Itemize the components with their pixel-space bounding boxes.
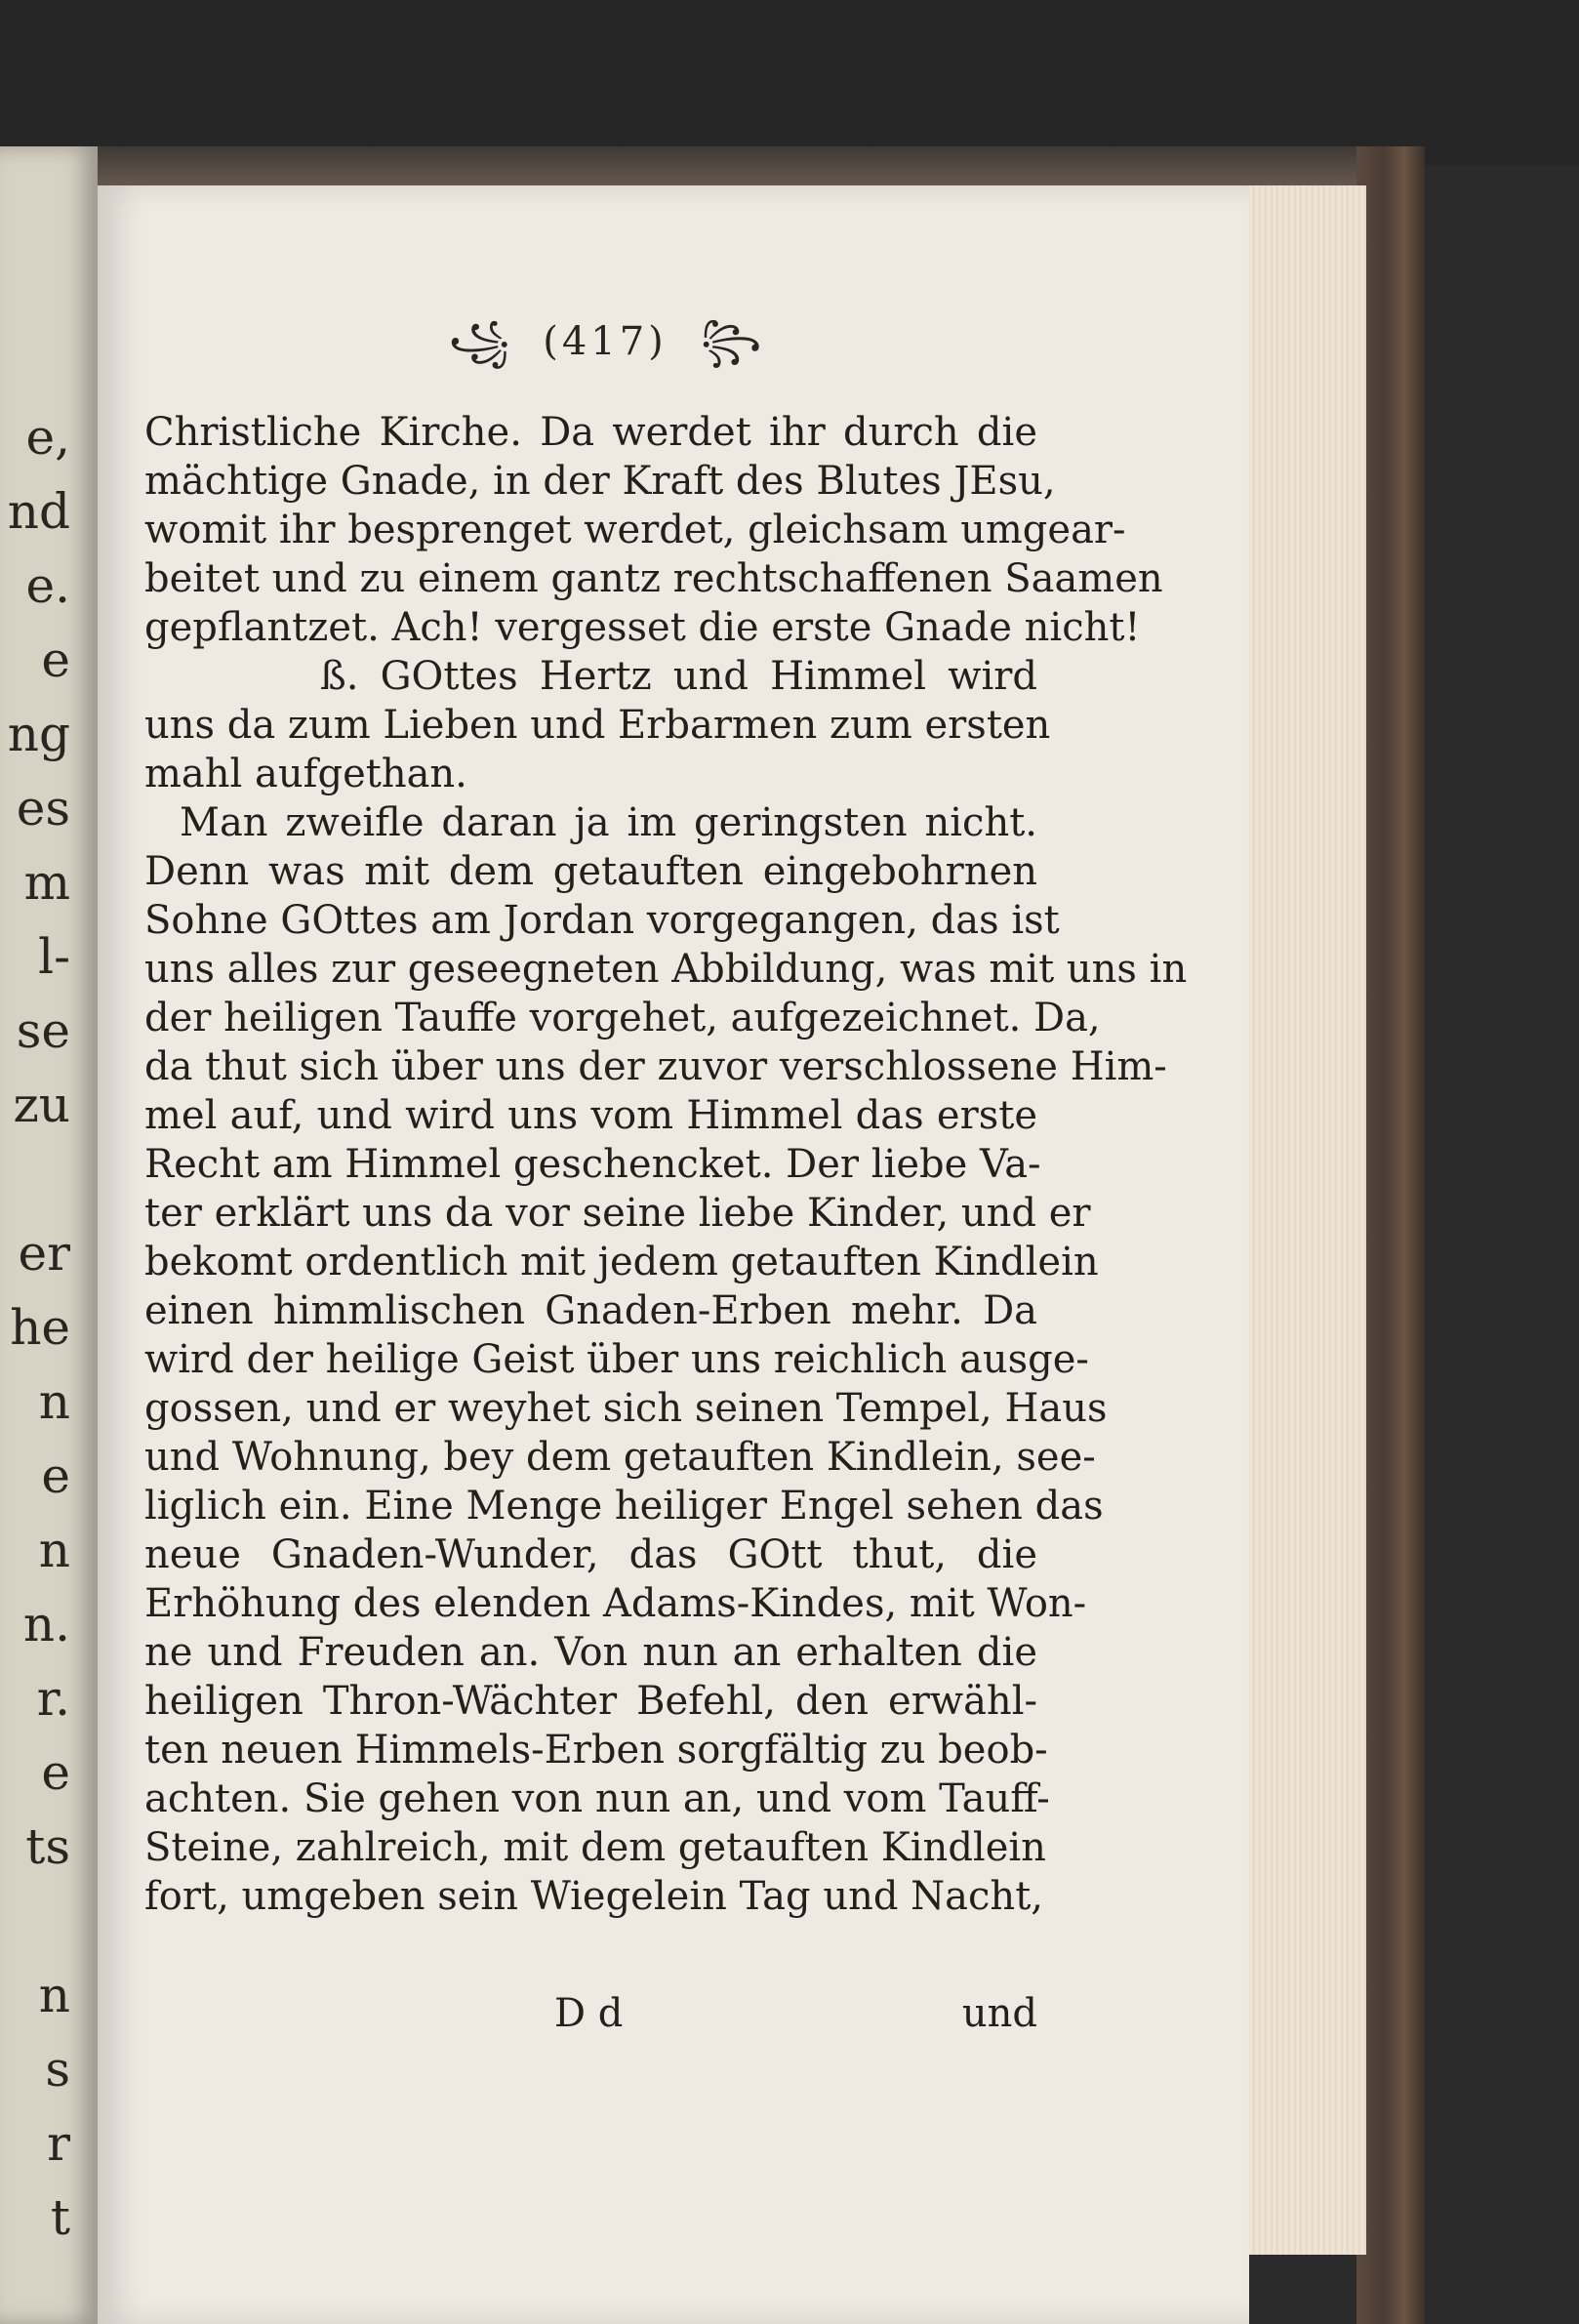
- text-line: Denn was mit dem getauften eingebohrnen: [144, 849, 1037, 894]
- left-fragment: se: [16, 1002, 70, 1059]
- left-fragment: l-: [38, 928, 70, 985]
- text-line: ter erklärt uns da vor seine liebe Kinder, und er: [144, 1191, 1091, 1236]
- left-fragment: n: [38, 1373, 70, 1430]
- ornament-left-icon: ꧁: [448, 319, 510, 364]
- left-fragment: [0, 1884, 70, 1958]
- left-fragment: zu: [13, 1077, 70, 1133]
- text-line: Man zweifle daran ja im geringsten nicht.: [180, 800, 1037, 845]
- text-line: uns da zum Lieben und Erbarmen zum ersten: [144, 703, 1051, 748]
- left-fragment: he: [10, 1299, 70, 1356]
- left-fragment: e: [41, 1447, 70, 1504]
- left-fragment: es: [16, 780, 70, 836]
- text-line: mel auf, und wird uns vom Himmel das erste: [144, 1093, 1037, 1138]
- text-line: gossen, und er weyhet sich seinen Tempel, Haus: [144, 1386, 1108, 1431]
- left-fragment: e,: [25, 409, 70, 466]
- text-line: Christliche Kirche. Da werdet ihr durch die: [144, 410, 1037, 455]
- text-line: ten neuen Himmels-Erben sorgfältig zu beob-: [144, 1728, 1048, 1773]
- left-fragment: ts: [25, 1818, 70, 1875]
- ornament-right-icon: ꧂: [700, 319, 762, 364]
- left-fragment: n: [38, 1967, 70, 2023]
- text-line: da thut sich über uns der zuvor verschlossene Him-: [144, 1044, 1167, 1089]
- text-line: heiligen Thron-Wächter Befehl, den erwähl-: [144, 1679, 1037, 1724]
- left-fragment: s: [45, 2041, 70, 2098]
- catchword: und: [961, 1991, 1037, 2036]
- text-line: der heiligen Tauffe vorgehet, aufgezeichnet. Da,: [144, 996, 1101, 1040]
- left-fragment: [0, 1142, 70, 1216]
- text-line: Steine, zahlreich, mit dem getauften Kindlein: [144, 1825, 1046, 1870]
- text-line: neue Gnaden-Wunder, das GOtt thut, die: [144, 1532, 1037, 1577]
- left-fragment: r.: [36, 1670, 70, 1727]
- book-cover-right-edge: [1356, 146, 1425, 2324]
- text-line: gepflantzet. Ach! vergesset die erste Gnade nicht!: [144, 605, 1141, 650]
- text-line: einen himmlischen Gnaden-Erben mehr. Da: [144, 1288, 1037, 1333]
- background-dark: [0, 0, 1579, 166]
- page-number: (417): [543, 319, 668, 364]
- left-fragment: nd: [7, 483, 70, 540]
- page-body-text: [144, 408, 1188, 1921]
- page-stack-edge: [1239, 185, 1366, 2255]
- text-line: Sohne GOttes am Jordan vorgegangen, das ist: [144, 898, 1060, 943]
- left-fragment: e.: [25, 557, 70, 614]
- text-line: womit ihr besprenget werdet, gleichsam umgear-: [144, 508, 1126, 552]
- left-fragment: ng: [7, 706, 70, 762]
- text-line: mahl aufgethan.: [144, 752, 467, 796]
- text-line: Recht am Himmel geschencket. Der liebe Va-: [144, 1142, 1041, 1187]
- left-fragment: n.: [22, 1596, 70, 1652]
- page-footer: [144, 1989, 1037, 2038]
- left-fragment: e: [41, 1744, 70, 1801]
- left-fragment: m: [23, 854, 70, 911]
- text-line: ß. GOttes Hertz und Himmel wird: [320, 654, 1037, 699]
- text-line: fort, umgeben sein Wiegelein Tag und Nacht,: [144, 1874, 1043, 1919]
- text-line: beitet und zu einem gantz rechtschaffenen Saamen: [144, 556, 1163, 601]
- left-fragment: t: [50, 2189, 70, 2246]
- left-fragment: er: [18, 1225, 70, 1282]
- text-line: achten. Sie gehen von nun an, und vom Tauff-: [144, 1776, 1050, 1821]
- text-line: uns alles zur geseegneten Abbildung, was mit uns in: [144, 947, 1188, 992]
- left-fragment: r: [47, 2115, 70, 2172]
- text-line: bekomt ordentlich mit jedem getauften Kindlein: [144, 1240, 1099, 1284]
- text-line: ne und Freuden an. Von nun an erhalten die: [144, 1630, 1037, 1675]
- text-line: Erhöhung des elenden Adams-Kindes, mit Won-: [144, 1581, 1087, 1626]
- text-line: wird der heilige Geist über uns reichlich ausge-: [144, 1337, 1089, 1382]
- left-page-text-fragments: [0, 400, 70, 2255]
- page-header: [420, 312, 790, 371]
- left-fragment: e: [41, 632, 70, 688]
- text-line: und Wohnung, bey dem getauften Kindlein, see-: [144, 1435, 1096, 1480]
- text-line: liglich ein. Eine Menge heiliger Engel sehen das: [144, 1484, 1104, 1529]
- text-line: mächtige Gnade, in der Kraft des Blutes JEsu,: [144, 459, 1056, 504]
- signature-mark: D d: [554, 1991, 624, 2036]
- left-fragment: n: [38, 1522, 70, 1578]
